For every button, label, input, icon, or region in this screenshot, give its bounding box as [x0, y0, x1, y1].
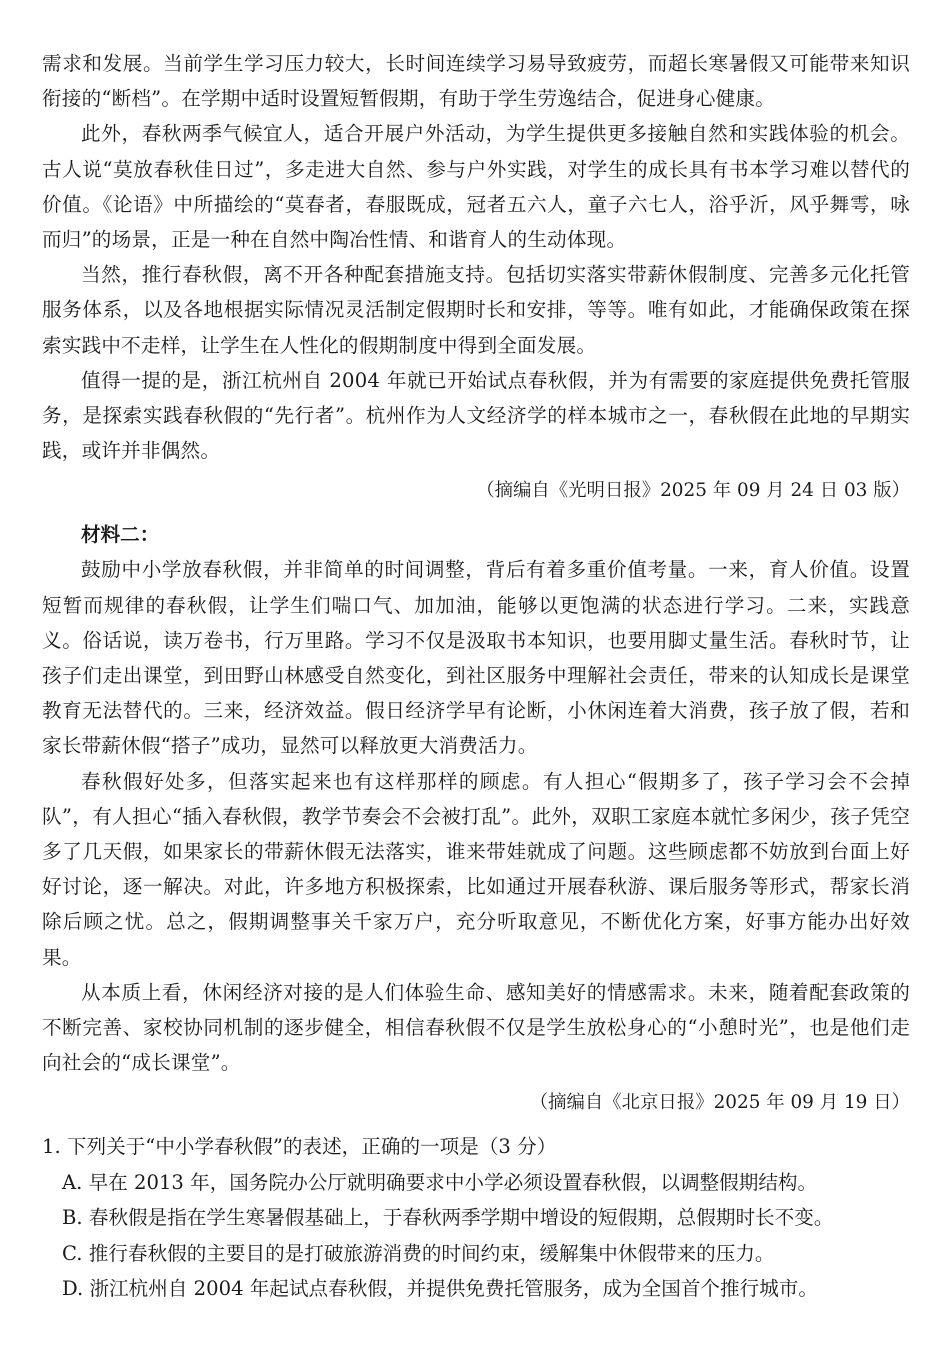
exam-page — [42, 46, 910, 1307]
material1-paragraph-4: 值得一提的是，浙江杭州自 2004 年就已开始试点春秋假，并为有需要的家庭提供免费托管服务，是探索实践春秋假的“先行者”。杭州作为人文经济学的样本城市之一，春秋假在此地的早期实践，或许并非偶然。 — [42, 368, 910, 463]
question-1-option-c: C. 推行春秋假的主要目的是打破旅游消费的时间约束，缓解集中休假带来的压力。 — [62, 1241, 775, 1265]
material2-paragraph-1: 鼓励中小学放春秋假，并非简单的时间调整，背后有着多重价值考量。一来，育人价值。设置短暂而规律的春秋假，让学生们喘口气、加加油，能够以更饱满的状态进行学习。二来，实践意义。俗话说，读万卷书，行万里路。学习不仅是汲取书本知识，也要用脚丈量生活。春秋时节，让孩子们走出课堂，到田野山林感受自然变化，到社区服务中理解社会责任，带来的认知成长是课堂教育无法替代的。三来，经济效益。假日经济学早有论断，小休闲连着大消费，孩子放了假，若和家长带薪休假“搭子”成功，显然可以释放更大消费活力。 — [42, 558, 910, 758]
question-1-option-d: D. 浙江杭州自 2004 年起试点春秋假，并提供免费托管服务，成为全国首个推行城市。 — [62, 1277, 818, 1301]
material2-paragraph-3: 从本质上看，休闲经济对接的是人们体验生命、感知美好的情感需求。未来，随着配套政策的不断完善、家校协同机制的逐步健全，相信春秋假不仅是学生放松身心的“小憩时光”，也是他们走向社会的“成长课堂”。 — [42, 980, 910, 1075]
question-1-option-a: A. 早在 2013 年，国务院办公厅就明确要求中小学必须设置春秋假，以调整假期结构。 — [62, 1170, 818, 1194]
material1-source: （摘编自《光明日报》2025 年 09 月 24 日 03 版） — [476, 480, 910, 502]
material1-paragraph-1: 需求和发展。当前学生学习压力较大，长时间连续学习易导致疲劳，而超长寒暑假又可能带来知识衔接的“断档”。在学期中适时设置短暂假期，有助于学生劳逸结合，促进身心健康。 — [42, 52, 910, 111]
material1-paragraph-2: 此外，春秋两季气候宜人，适合开展户外活动，为学生提供更多接触自然和实践体验的机会。古人说“莫放春秋佳日过”，多走进大自然、参与户外实践，对学生的成长具有书本学习难以替代的价值。《论语》中所描绘的“莫春者，春服既成，冠者五六人，童子六七人，浴乎沂，风乎舞雩，咏而归”的场景，正是一种在自然中陶冶性情、和谐育人的生动体现。 — [42, 122, 910, 252]
material2-paragraph-2: 春秋假好处多，但落实起来也有这样那样的顾虑。有人担心“假期多了，孩子学习会不会掉队”，有人担心“插入春秋假，教学节奏会不会被打乱”。此外，双职工家庭本就忙多闲少，孩子凭空多了几天假，如果家长的带薪休假无法落实，谁来带娃就成了问题。这些顾虑都不妨放到台面上好好讨论，逐一解决。对此，许多地方积极探索，比如通过开展春秋游、课后服务等形式，帮家长消除后顾之忧。总之，假期调整事关千家万户，充分听取意见，不断优化方案，好事方能办出好效果。 — [42, 769, 910, 969]
material2-source: （摘编自《北京日报》2025 年 09 月 19 日） — [529, 1092, 910, 1114]
question-1-option-b: B. 春秋假是指在学生寒暑假基础上，于春秋两季学期中增设的短假期，总假期时长不变。 — [62, 1206, 834, 1230]
material1-paragraph-3: 当然，推行春秋假，离不开各种配套措施支持。包括切实落实带薪休假制度、完善多元化托管服务体系，以及各地根据实际情况灵活制定假期时长和安排，等等。唯有如此，才能确保政策在探索实践中不走样，让学生在人性化的假期制度中得到全面发展。 — [42, 263, 910, 357]
question-1-stem: 1. 下列关于“中小学春秋假”的表述，正确的一项是（3 分） — [42, 1135, 557, 1159]
material2-heading: 材料二： — [81, 523, 160, 547]
